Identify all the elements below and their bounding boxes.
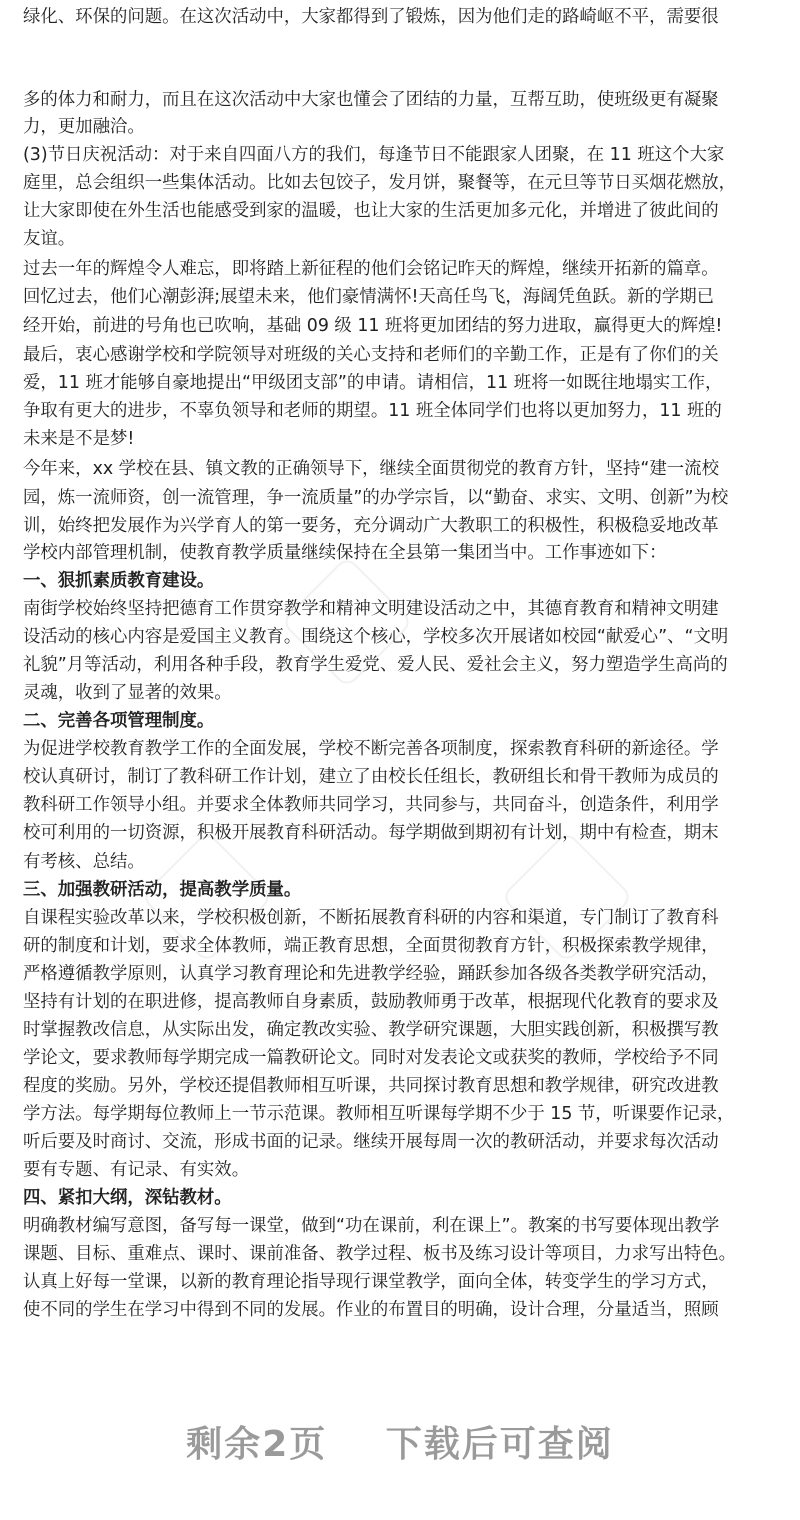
download-banner[interactable]: [0, 1415, 800, 1475]
text-line: 力，更加融洽。: [23, 117, 145, 137]
section-heading: 三、加强教研活动，提高教学质量。: [23, 880, 302, 900]
text-line: 学论文，要求教师每学期完成一篇教研论文。同时对发表论文或获奖的教师，学校给予不同: [23, 1048, 719, 1068]
text-line: 教科研工作领导小组。并要求全体教师共同学习，共同参与，共同奋斗，创造条件，利用学: [23, 795, 719, 815]
text-line: 认真上好每一堂课，以新的教育理论指导现行课堂教学，面向全体，转变学生的学习方式，: [23, 1272, 719, 1292]
text-line: 过去一年的辉煌令人难忘，即将踏上新征程的他们会铭记昨天的辉煌，继续开拓新的篇章。: [23, 259, 719, 279]
text-line: 爱，11 班才能够自豪地提出“甲级团支部”的申请。请相信，11 班将一如既往地塌实工作，: [23, 373, 723, 393]
text-line: (3)节日庆祝活动：对于来自四面八方的我们，每逢节日不能跟家人团聚，在 11 班这个大家: [23, 145, 725, 165]
text-line: 程度的奖励。另外，学校还提倡教师相互听课，共同探讨教育思想和教学规律，研究改进教: [23, 1076, 719, 1096]
text-line: 学校内部管理机制，使教育教学质量继续保持在全县第一集团当中。工作事迹如下：: [23, 543, 667, 563]
text-line: 时掌握教改信息，从实际出发，确定教改实验、教学研究课题，大胆实践创新，积极撰写教: [23, 1020, 719, 1040]
text-line: 让大家即使在外生活也能感受到家的温暖，也让大家的生活更加多元化，并增进了彼此间的: [23, 201, 719, 221]
text-line: 学方法。每学期每位教师上一节示范课。教师相互听课每学期不少于 15 节，听课要作记录，: [23, 1104, 735, 1124]
text-line: 庭里，总会组织一些集体活动。比如去包饺子，发月饼，聚餐等，在元旦等节日买烟花燃放，: [23, 173, 737, 193]
text-line: 经开始，前进的号角也已吹响，基础 09 级 11 班将更加团结的努力进取，赢得更大的辉煌!: [23, 316, 723, 336]
text-line: 训，始终把发展作为兴学育人的第一要务，充分调动广大教职工的积极性，积极稳妥地改革: [23, 516, 719, 536]
section-heading: 一、狠抓素质教育建设。: [23, 571, 215, 591]
text-line: 严格遵循教学原则，认真学习教育理论和先进教学经验，踊跃参加各级各类教学研究活动，: [23, 964, 719, 984]
text-line: 最后，衷心感谢学校和学院领导对班级的关心支持和老师们的辛勤工作，正是有了你们的关: [23, 345, 719, 365]
text-line: 要有专题、有记录、有实效。: [23, 1160, 250, 1180]
text-line: 听后要及时商讨、交流，形成书面的记录。继续开展每周一次的教研活动，并要求每次活动: [23, 1132, 719, 1152]
text-line: 友谊。: [23, 229, 76, 249]
text-line: 使不同的学生在学习中得到不同的发展。作业的布置目的明确，设计合理，分量适当，照顾: [23, 1300, 719, 1320]
text-line: 校认真研讨，制订了教科研工作计划，建立了由校长任组长，教研组长和骨干教师为成员的: [23, 767, 719, 787]
text-line: 设活动的核心内容是爱国主义教育。围绕这个核心，学校多次开展诸如校园“献爱心”、“文明: [23, 627, 729, 647]
text-line: 自课程实验改革以来，学校积极创新，不断拓展教育科研的内容和渠道，专门制订了教育科: [23, 908, 719, 928]
text-line: 为促进学校教育教学工作的全面发展，学校不断完善各项制度，探索教育科研的新途径。学: [23, 739, 719, 759]
section-heading: 二、完善各项管理制度。: [23, 711, 215, 731]
text-line: 绿化、环保的问题。在这次活动中，大家都得到了锻炼，因为他们走的路崎岖不平，需要很: [23, 7, 719, 27]
text-line: 回忆过去，他们心潮彭湃;展望未来，他们豪情满怀!天高任鸟飞，海阔凭鱼跃。新的学期已: [23, 287, 715, 307]
text-line: 今年来，xx 学校在县、镇文教的正确领导下，继续全面贯彻党的教育方针，坚持“建一流校: [23, 459, 719, 479]
text-line: 多的体力和耐力，而且在这次活动中大家也懂会了团结的力量，互帮互助，使班级更有凝聚: [23, 90, 719, 110]
text-line: 园，炼一流师资，创一流管理，争一流质量”的办学宗旨，以“勤奋、求实、文明、创新”为校: [23, 488, 729, 508]
text-line: 灵魂，收到了显著的效果。: [23, 683, 232, 703]
text-line: 课题、目标、重难点、课时、课前准备、教学过程、板书及练习设计等项目，力求写出特色。: [23, 1244, 737, 1264]
text-line: 坚持有计划的在职进修，提高教师自身素质，鼓励教师勇于改革，根据现代化教育的要求及: [23, 992, 719, 1012]
text-line: 研的制度和计划，要求全体教师，端正教育思想，全面贯彻教育方针，积极探索教学规律，: [23, 936, 719, 956]
text-line: 南街学校始终坚持把德育工作贯穿教学和精神文明建设活动之中，其德育教育和精神文明建: [23, 599, 719, 619]
text-line: 未来是不是梦!: [23, 429, 135, 449]
download-to-view-label: 下载后可查阅: [385, 1424, 614, 1465]
text-line: 校可利用的一切资源，积极开展教育科研活动。每学期做到期初有计划，期中有检查，期末: [23, 823, 719, 843]
text-line: 明确教材编写意图，备写每一课堂，做到“功在课前，利在课上”。教案的书写要体现出教学: [23, 1216, 720, 1236]
remaining-pages-label: 剩余2页: [186, 1424, 328, 1465]
text-line: 争取有更大的进步，不辜负领导和老师的期望。11 班全体同学们也将以更加努力，11 班的: [23, 401, 722, 421]
text-line: 有考核、总结。: [23, 852, 145, 872]
section-heading: 四、紧扣大纲，深钻教材。: [23, 1188, 232, 1208]
text-line: 礼貌”月等活动，利用各种手段，教育学生爱党、爱人民、爱社会主义，努力塑造学生高尚的: [23, 655, 728, 675]
